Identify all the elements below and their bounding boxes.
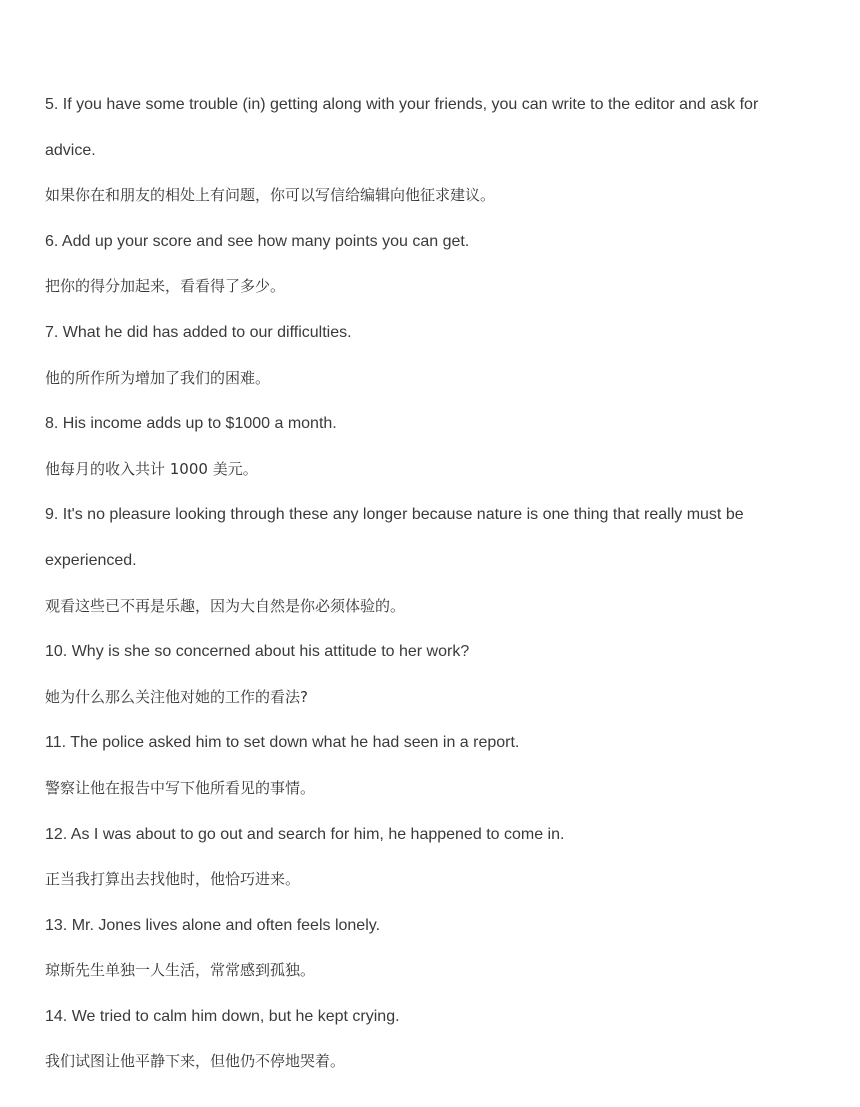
- sentence-5-translation: 如果你在和朋友的相处上有问题，你可以写信给编辑向他征求建议。: [45, 186, 496, 205]
- sentence-12-translation: 正当我打算出去找他时，他恰巧进来。: [45, 870, 301, 889]
- sentence-8-english: 8. His income adds up to $1000 a month.: [45, 415, 337, 433]
- sentence-7-english: 7. What he did has added to our difficulties.: [45, 323, 352, 341]
- sentence-12-english: 12. As I was about to go out and search for him, he happened to come in.: [45, 825, 565, 843]
- sentence-5-english-line-2: advice.: [45, 141, 96, 159]
- sentence-7-translation: 他的所作所为增加了我们的困难。: [45, 368, 271, 387]
- sentence-14-translation: 我们试图让他平静下来，但他仍不停地哭着。: [45, 1052, 346, 1071]
- sentence-6-english: 6. Add up your score and see how many points you can get.: [45, 232, 470, 250]
- sentence-8-translation: 他每月的收入共计 1000 美元。: [45, 459, 258, 478]
- sentence-13-translation: 琼斯先生单独一人生活，常常感到孤独。: [45, 961, 316, 980]
- sentence-13-english: 13. Mr. Jones lives alone and often feels lonely.: [45, 916, 381, 934]
- sentence-6-translation: 把你的得分加起来，看看得了多少。: [45, 277, 286, 296]
- sentence-5-english-line-1: 5. If you have some trouble (in) getting along with your friends, you can write to the editor and ask for: [45, 96, 759, 113]
- sentence-9-english-line-1: 9. It's no pleasure looking through these any longer because nature is one thing that really must be: [45, 506, 744, 524]
- sentence-11-english: 11. The police asked him to set down what he had seen in a report.: [45, 734, 520, 752]
- sentence-9-english-line-2: experienced.: [45, 551, 137, 569]
- sentence-10-english: 10. Why is she so concerned about his attitude to her work?: [45, 643, 470, 661]
- sentence-14-english: 14. We tried to calm him down, but he kept crying.: [45, 1007, 400, 1025]
- sentence-10-translation: 她为什么那么关注他对她的工作的看法?: [45, 687, 308, 706]
- document-body: [45, 82, 815, 1085]
- sentence-9-translation: 观看这些已不再是乐趣，因为大自然是你必须体验的。: [45, 596, 406, 615]
- sentence-11-translation: 警察让他在报告中写下他所看见的事情。: [45, 778, 316, 797]
